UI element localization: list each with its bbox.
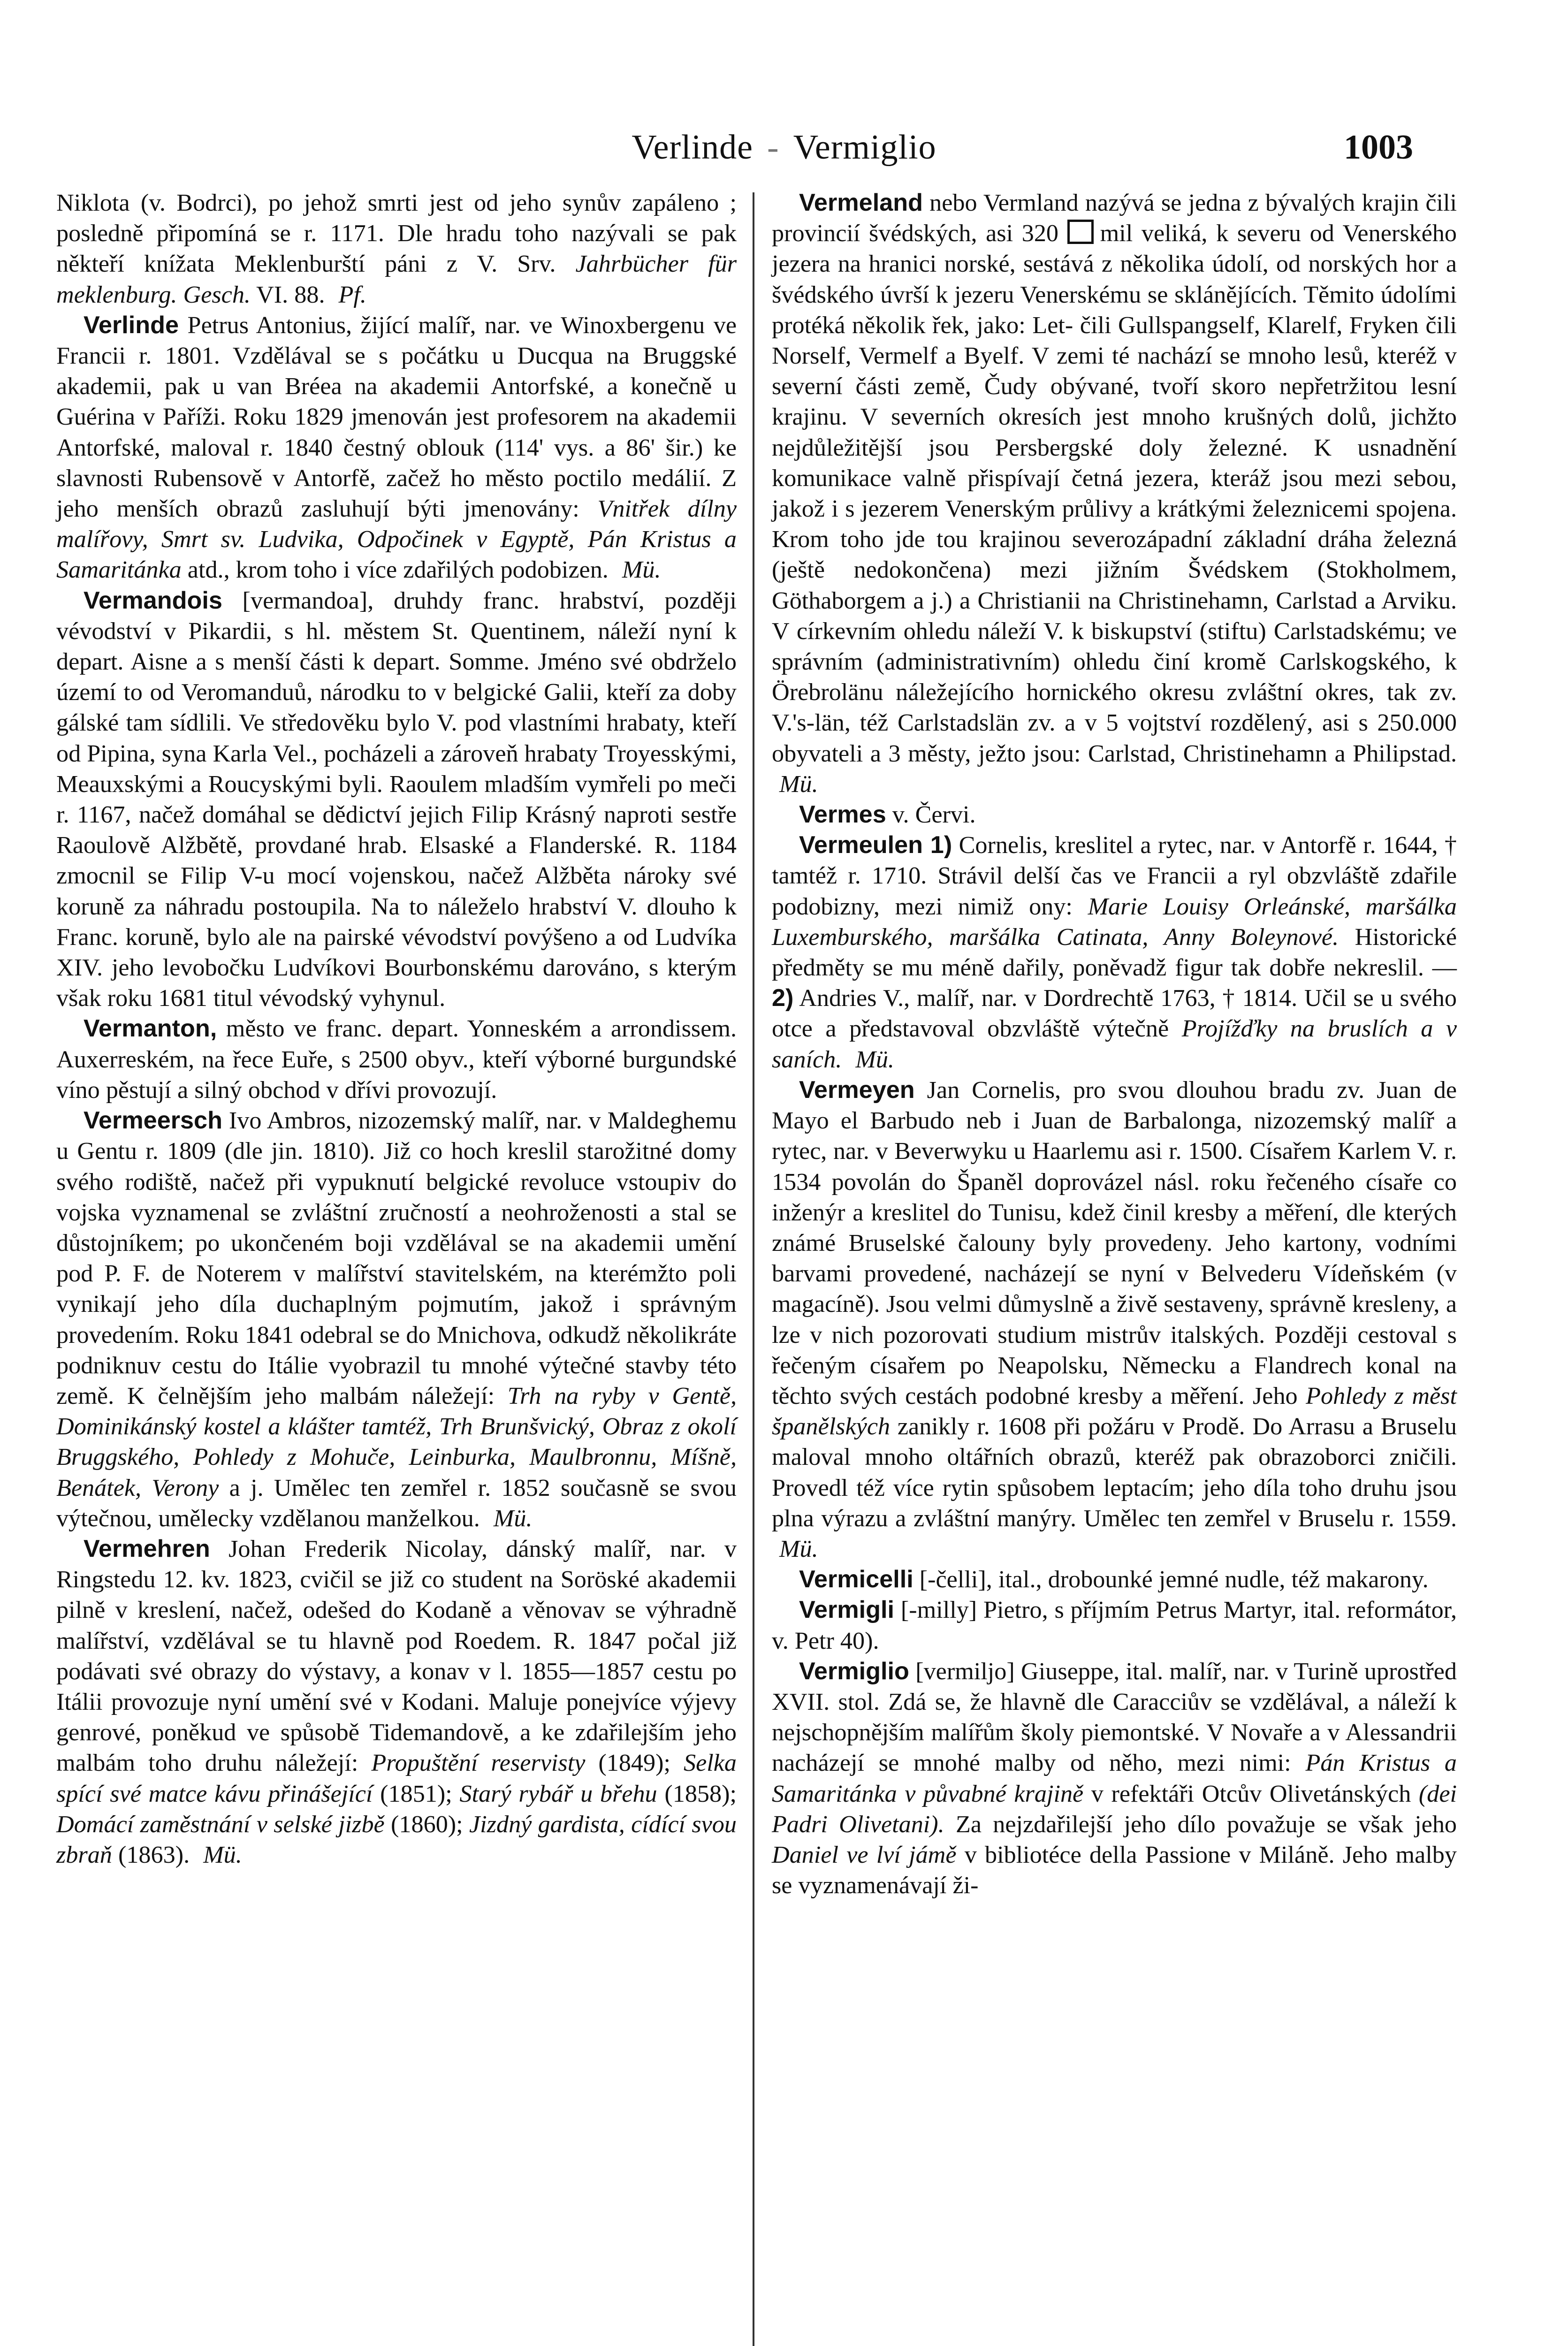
right-column [772, 188, 1457, 1901]
entry-vermehren: Vermehren Johan Frederik Nicolay, dánský malíř, nar. v Ringstedu 12. kv. 1823, cvičil se již co student na Soröské akademii pilně v kreslení, načež, odešed do Kodaně a věnovav se výhradně malířství, vzdělával se tu hlavně pod Roedem. R. 1847 počal již podávati své obrazy do výstavy, a konav v l. 1855—1857 cestu po Itálii provozuje nyní umění své v Kodani. Maluje ponejvíce výjevy genrové, poněkud ve spůsobě Tidemandově, a ke zdařilejším jeho malbám toho druhu náležejí: Propuštění reservisty (1849); Selka spící své matce kávu přinášející (1851); Starý rybář u břehu (1858); Domácí zaměstnání v selské jizbě (1860); Jizdný gardista, cídící svou zbraň (1863). Mü. [56, 1535, 737, 1868]
headword: Vermiglio [799, 1657, 909, 1685]
left-column [56, 188, 737, 1870]
headword: Vermicelli [799, 1566, 913, 1593]
entry-vermandois: Vermandois [vermandoa], druhdy franc. hrabství, později vévodství v Pikardii, s hl. městem St. Quentinem, náleží nyní k depart. Aisne a s menší části k depart. Somme. Jméno své obdrželo území to od Veromanduů, národku to v belgické Galii, kteří za doby gálské tam sídlili. Ve středověku bylo V. pod vlastními hrabaty, kteří od Pipina, syna Karla Vel., pocházeli a zároveň hrabaty Troyesskými, Meauxskými a Roucyskými byli. Raoulem mladším vymřeli po meči r. 1167, načež domáhal se dědictví jejich Filip Krásný naproti sestře Raoulově Alžbětě, provdané hrab. Elsaské a Flanderské. R. 1184 zmocnil se Filip V-u mocí vojenskou, načež Alžběta nároky své koruně za náhradu postoupila. Na to náleželo hrabství V. dlouho k Franc. koruně, bylo ale na pairské vévodství povýšeno a od Ludvíka XIV. jeho levobočku Ludvíkovi Bourbonskému darováno, s kterým však roku 1681 titul vévodský vyhynul. [56, 586, 737, 1012]
running-head [0, 128, 1568, 168]
headword: Vermeersch [84, 1107, 222, 1135]
author-signature: Mü. [779, 1535, 818, 1562]
author-signature: Pf. [338, 281, 366, 308]
running-head-separator: - [767, 128, 779, 167]
entry-vermeulen: Vermeulen 1) Cornelis, kreslitel a rytec, nar. v Antorfě r. 1644, † tamtéž r. 1710. Strávil delší čas ve Francii a ryl obzvláště zdařile podobizny, mezi nimiž ony: Marie Louisy Orleánské, maršálka Luxemburského, maršálka Catinata, Anny Boleynové. Historické předměty se mu méně dařily, poněvadž figur tak dobře nekreslil. — 2) Andries V., malíř, nar. v Dordrechtě 1763, † 1814. Učil se u svého otce a představoval obzvláště výtečně Projížďky na bruslích a v saních. Mü. [772, 831, 1457, 1073]
entry-vermes: Vermes v. Červi. [799, 801, 976, 829]
entry-vermeersch: Vermeersch Ivo Ambros, nizozemský malíř, nar. v Maldeghemu u Gentu r. 1809 (dle jin. 1810). Již co hoch kreslil starožitné domy svého rodiště, načež při vypuknutí belgické revoluce vstoupiv do vojska vyznamenal se zvláštní zručností a neohroženosti a stal se důstojníkem; po ukončeném boji vzdělával se na akademii umění pod P. F. de Noterem v malířství stavitelském, na kterémžto poli vynikají jeho díla duchaplným pojmutím, jakož i správným provedením. Roku 1841 odebral se do Mnichova, odkudž několikráte podniknuv cestu do Itálie vyobrazil tu mnohé výtečné stavby této země. K čelnějším jeho malbám náležejí: Trh na ryby v Gentě, Dominikánský kostel a klášter tamtéž, Trh Brunšvický, Obraz z okolí Bruggského, Pohledy z Mohuče, Leinburka, Maulbronnu, Míšně, Benátek, Verony a j. Umělec ten zemřel r. 1852 současně se svou výtečnou, umělecky vzdělanou manželkou. Mü. [56, 1107, 737, 1532]
entry-vermigli: Vermigli [-milly] Pietro, s příjmím Petrus Martyr, ital. reformátor, v. Petr 40). [772, 1596, 1457, 1654]
headword: Vermeulen 1) [799, 831, 952, 859]
entry-vermeland: Vermeland nebo Vermland nazývá se jedna z bývalých krajin čili provincií švédských, asi 320 mil veliká, k severu od Venerského jezera na hranici norské, sestává z několika údolí, od norských hor a švédského úvrší k jezeru Venerskému se sklánějících. Těmito údolími protéká několik řek, jako: Let- čili Gullspangself, Klarelf, Fryken čili Norself, Vermelf a Byelf. V zemi té nachází se mnoho lesů, kteréž v severní části země, Čudy obývané, tvoří skoro nepřetržitou lesní krajinu. V severních okresích jest mnoho krušných dolů, jichžto nejdůležitější jsou Persbergské doly železné. K usnadnění komunikace valně přispívají četná jezera, kteráž jsou mezi sebou, jakož i s jezerem Venerským průlivy a krátkými železnicemi spojena. Krom toho jde tou krajinou severozápadní základní dráha železná (ještě nedokončena) mezi jižním Švédskem (Stokholmem, Göthaborgem a j.) a Christianii na Christinehamn, Carlstad a Arviku. V církevním ohledu náleží V. k biskupství (stiftu) Carlstadskému; ve správním (administrativním) ohledu činí kromě Carlskogského, k Örebrolänu náležejícího hornického okresu zvláštní okres, tak zv. V.'s-län, též Carlstadslän zv. a v 5 vojtství rozdělený, asi s 250.000 obyvateli a 3 městy, ježto jsou: Carlstad, Christinehamn a Philipstad. Mü. [772, 189, 1457, 798]
headword: Verlinde [84, 311, 179, 339]
headword: Vermandois [84, 586, 222, 614]
entry-vermeyen: Vermeyen Jan Cornelis, pro svou dlouhou bradu zv. Juan de Mayo el Barbudo neb i Juan de Barbalonga, nizozemský malíř a rytec, nar. v Beverwyku u Haarlemu asi r. 1500. Císařem Karlem V. r. 1534 povolán do Španěl doprovázel násl. roku řečeného císaře co inženýr a kreslitel do Tunisu, kdež činil kresby a měření, dle kterých známé Bruselské čalouny byly provedeny. Jeho kartony, vodními barvami provedené, nacházejí se nyní v Belvederu Vídeňském (v magacíně). Jsou velmi důmyslně a živě sestaveny, správně kresleny, a lze v nich pozorovati studium mistrův italských. Později cestoval s řečeným císařem po Neapolsku, Německu a Flandrech konal na těchto svých cestách podobné kresby a měření. Jeho Pohledy z měst španělských zanikly r. 1608 při požáru v Prodě. Do Arrasu a Bruselu maloval mnoho oltářních obrazů, kteréž pak obrazoborci zničili. Provedl též více rytin spůsobem leptacím; jeho díla toho druhu jsou plna výrazu a zvláštní manýry. Umělec ten zemřel v Bruselu r. 1559. Mü. [772, 1076, 1457, 1562]
square-mile-icon [1067, 220, 1094, 244]
entry-verlinde: Verlinde Petrus Antonius, žijící malíř, nar. ve Winoxbergenu ve Francii r. 1801. Vzdělával se s počátku u Ducqua na Bruggské akademii, pak u van Bréea na akademii Antorfské, a konečně u Guérina v Paříži. Roku 1829 jmenován jest profesorem na akademii Antorfské, maloval r. 1840 čestný oblouk (114' vys. a 86' šir.) ke slavnosti Rubensově v Antorfě, začež ho město poctilo medálií. Z jeho menších obrazů zasluhují býti jmenovány: Vnitřek dílny malířovy, Smrt sv. Ludvika, Odpočinek v Egyptě, Pán Kristus a Samaritánka atd., krom toho i více zdařilých podobizen. Mü. [56, 311, 737, 584]
entry-vermanton: Vermanton, město ve franc. depart. Yonneském a arrondissem. Auxerreském, na řece Euře, s 2500 obyv., kteří výborné burgundské víno pěstují a silný obchod v dřívi provozují. [56, 1015, 737, 1104]
author-signature: Mü. [779, 770, 818, 798]
author-signature: Mü. [203, 1841, 242, 1868]
running-head-first-entry: Verlinde [632, 128, 754, 167]
headword-number: 2) [772, 984, 794, 1012]
headword: Vermehren [84, 1535, 210, 1562]
headword: Vermes [799, 801, 886, 829]
author-signature: Mü. [493, 1504, 533, 1532]
running-head-last-entry: Vermiglio [793, 128, 936, 167]
author-signature: Mü. [622, 556, 661, 584]
page-number: 1003 [1344, 128, 1413, 167]
page-header [0, 128, 1568, 179]
headword: Vermanton, [84, 1015, 217, 1043]
author-signature: Mü. [855, 1045, 894, 1073]
headword: Vermeland [799, 189, 923, 216]
column-divider [753, 192, 754, 2346]
entry-vermiglio: Vermiglio [vermiljo] Giuseppe, ital. malíř, nar. v Turině uprostřed XVII. stol. Zdá se, že hlavně dle Caracciův se vzdělával, a náleží k nejschopnějším malířům školy piemontské. V Novaře a v Alessandrii nacházejí se mnohé malby od něho, mezi nimi: Pán Kristus a Samaritánka v půvabné krajině v refektáři Otcův Olivetánských (dei Padri Olivetani). Za nejzdařilejší jeho dílo považuje se však jeho Daniel ve lví jámě v bibliotéce della Passione v Miláně. Jeho malby se vyznamenávají ži- [772, 1657, 1457, 1899]
entry-vermicelli: Vermicelli [-čelli], ital., drobounké jemné nudle, též makarony. [799, 1566, 1429, 1593]
headword: Vermeyen [799, 1076, 915, 1104]
entry-niklota-continuation: Niklota (v. Bodrci), po jehož smrti jest od jeho synův zapáleno ; posledně připomíná se r. 1171. Dle hradu toho nazývali se pak někteří knížata Meklenburští páni z V. Srv. Jahrbücher für meklenburg. Gesch. VI. 88. Pf. [56, 189, 737, 308]
headword: Vermigli [799, 1596, 895, 1624]
